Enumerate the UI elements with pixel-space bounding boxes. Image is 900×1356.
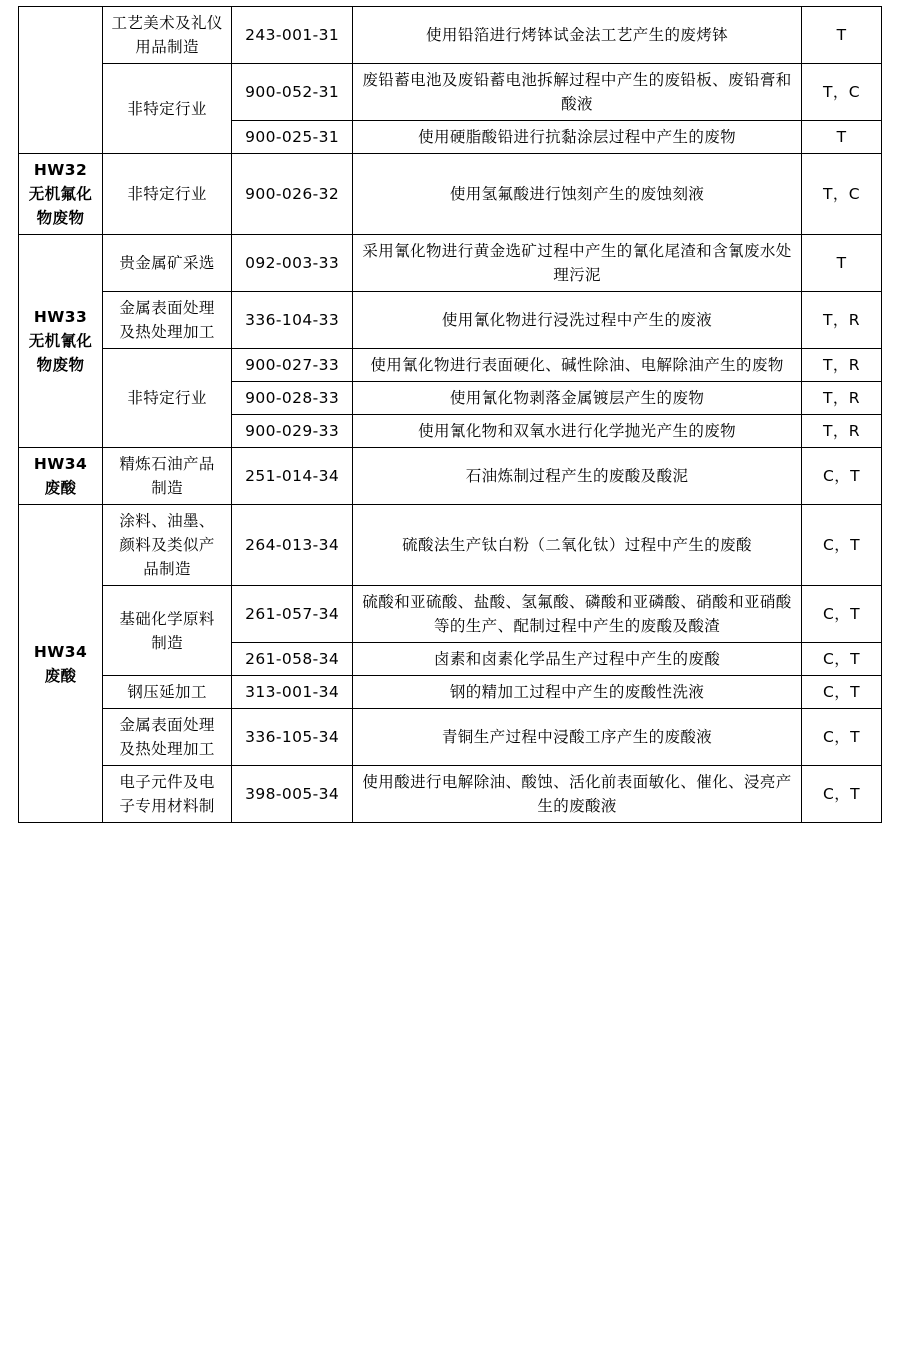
table-row (19, 292, 882, 349)
hazard-property-cell: T，C (802, 64, 882, 121)
category-cell (19, 7, 103, 154)
waste-description-cell: 使用氢氟酸进行蚀刻产生的废蚀刻液 (353, 154, 802, 235)
waste-code-cell: 900-052-31 (232, 64, 353, 121)
hazard-property-cell: C，T (802, 505, 882, 586)
table-row (19, 7, 882, 64)
category-name-line2: 物废物 (36, 209, 85, 228)
industry-cell: 基础化学原料 制造 (103, 586, 232, 676)
waste-description-cell: 硫酸法生产钛白粉（二氧化钛）过程中产生的废酸 (353, 505, 802, 586)
hazard-property-cell: T，R (802, 415, 882, 448)
waste-code-cell: 092-003-33 (232, 235, 353, 292)
table-body (19, 7, 882, 823)
waste-code-cell: 900-028-33 (232, 382, 353, 415)
category-cell-hw33 (19, 235, 103, 448)
table-row (19, 235, 882, 292)
hazard-property-cell: C，T (802, 709, 882, 766)
industry-cell: 非特定行业 (103, 349, 232, 448)
waste-code-cell: 243-001-31 (232, 7, 353, 64)
hazard-property-cell: T，C (802, 154, 882, 235)
waste-code-cell: 336-104-33 (232, 292, 353, 349)
hazard-property-cell: C，T (802, 586, 882, 643)
waste-description-cell: 使用硬脂酸铅进行抗黏涂层过程中产生的废物 (353, 121, 802, 154)
hazard-property-cell: T，R (802, 292, 882, 349)
category-code: HW33 (33, 308, 88, 327)
category-cell-hw32 (19, 154, 103, 235)
industry-cell: 精炼石油产品 制造 (103, 448, 232, 505)
category-name: 废酸 (44, 479, 77, 498)
industry-cell: 电子元件及电 子专用材料制 (103, 766, 232, 823)
industry-cell: 工艺美术及礼仪用品制造 (103, 7, 232, 64)
table-row (19, 505, 882, 586)
industry-cell: 金属表面处理 及热处理加工 (103, 709, 232, 766)
category-cell-hw34a (19, 448, 103, 505)
waste-description-cell: 使用铅箔进行烤钵试金法工艺产生的废烤钵 (353, 7, 802, 64)
waste-description-cell: 卤素和卤素化学品生产过程中产生的废酸 (353, 643, 802, 676)
waste-description-cell: 使用氰化物和双氧水进行化学抛光产生的废物 (353, 415, 802, 448)
waste-description-cell: 使用氰化物进行浸洗过程中产生的废液 (353, 292, 802, 349)
hazard-property-cell: C，T (802, 643, 882, 676)
hazard-property-cell: T (802, 121, 882, 154)
waste-description-cell: 青铜生产过程中浸酸工序产生的废酸液 (353, 709, 802, 766)
waste-description-cell: 采用氰化物进行黄金选矿过程中产生的氰化尾渣和含氰废水处理污泥 (353, 235, 802, 292)
hazardous-waste-table (18, 6, 882, 823)
table-row (19, 586, 882, 643)
hazard-property-cell: C，T (802, 766, 882, 823)
hazard-property-cell: T (802, 7, 882, 64)
hazard-property-cell: C，T (802, 448, 882, 505)
waste-code-cell: 336-105-34 (232, 709, 353, 766)
category-name-line2: 物废物 (36, 356, 85, 375)
waste-description-cell: 使用酸进行电解除油、酸蚀、活化前表面敏化、催化、浸亮产生的废酸液 (353, 766, 802, 823)
waste-code-cell: 900-027-33 (232, 349, 353, 382)
table-row (19, 766, 882, 823)
waste-code-cell: 313-001-34 (232, 676, 353, 709)
hazard-property-cell: T，R (802, 382, 882, 415)
waste-code-cell: 398-005-34 (232, 766, 353, 823)
waste-description-cell: 使用氰化物剥落金属镀层产生的废物 (353, 382, 802, 415)
table-row (19, 676, 882, 709)
category-code: HW34 (33, 642, 88, 661)
table-row (19, 154, 882, 235)
table-row (19, 64, 882, 121)
category-name-line1: 无机氟化 (28, 185, 93, 204)
waste-code-cell: 264-013-34 (232, 505, 353, 586)
industry-cell: 非特定行业 (103, 64, 232, 154)
category-name-line1: 无机氰化 (28, 332, 93, 351)
waste-description-cell: 使用氰化物进行表面硬化、碱性除油、电解除油产生的废物 (353, 349, 802, 382)
category-name: 废酸 (44, 666, 77, 685)
hazard-property-cell: C，T (802, 676, 882, 709)
waste-code-cell: 900-025-31 (232, 121, 353, 154)
waste-code-cell: 900-029-33 (232, 415, 353, 448)
waste-code-cell: 261-057-34 (232, 586, 353, 643)
waste-code-cell: 261-058-34 (232, 643, 353, 676)
category-code: HW34 (33, 455, 88, 474)
waste-description-cell: 钢的精加工过程中产生的废酸性洗液 (353, 676, 802, 709)
industry-cell: 非特定行业 (103, 154, 232, 235)
waste-description-cell: 石油炼制过程产生的废酸及酸泥 (353, 448, 802, 505)
waste-description-cell: 硫酸和亚硫酸、盐酸、氢氟酸、磷酸和亚磷酸、硝酸和亚硝酸等的生产、配制过程中产生的废酸及酸渣 (353, 586, 802, 643)
waste-description-cell: 废铅蓄电池及废铅蓄电池拆解过程中产生的废铅板、废铅膏和酸液 (353, 64, 802, 121)
table-row (19, 709, 882, 766)
hazard-property-cell: T (802, 235, 882, 292)
industry-cell: 钢压延加工 (103, 676, 232, 709)
category-code: HW32 (33, 161, 88, 180)
category-cell-hw34b (19, 505, 103, 823)
industry-cell: 涂料、油墨、 颜料及类似产 品制造 (103, 505, 232, 586)
waste-code-cell: 900-026-32 (232, 154, 353, 235)
table-row (19, 349, 882, 382)
industry-cell: 金属表面处理 及热处理加工 (103, 292, 232, 349)
table-row (19, 448, 882, 505)
hazard-property-cell: T，R (802, 349, 882, 382)
industry-cell: 贵金属矿采选 (103, 235, 232, 292)
waste-code-cell: 251-014-34 (232, 448, 353, 505)
